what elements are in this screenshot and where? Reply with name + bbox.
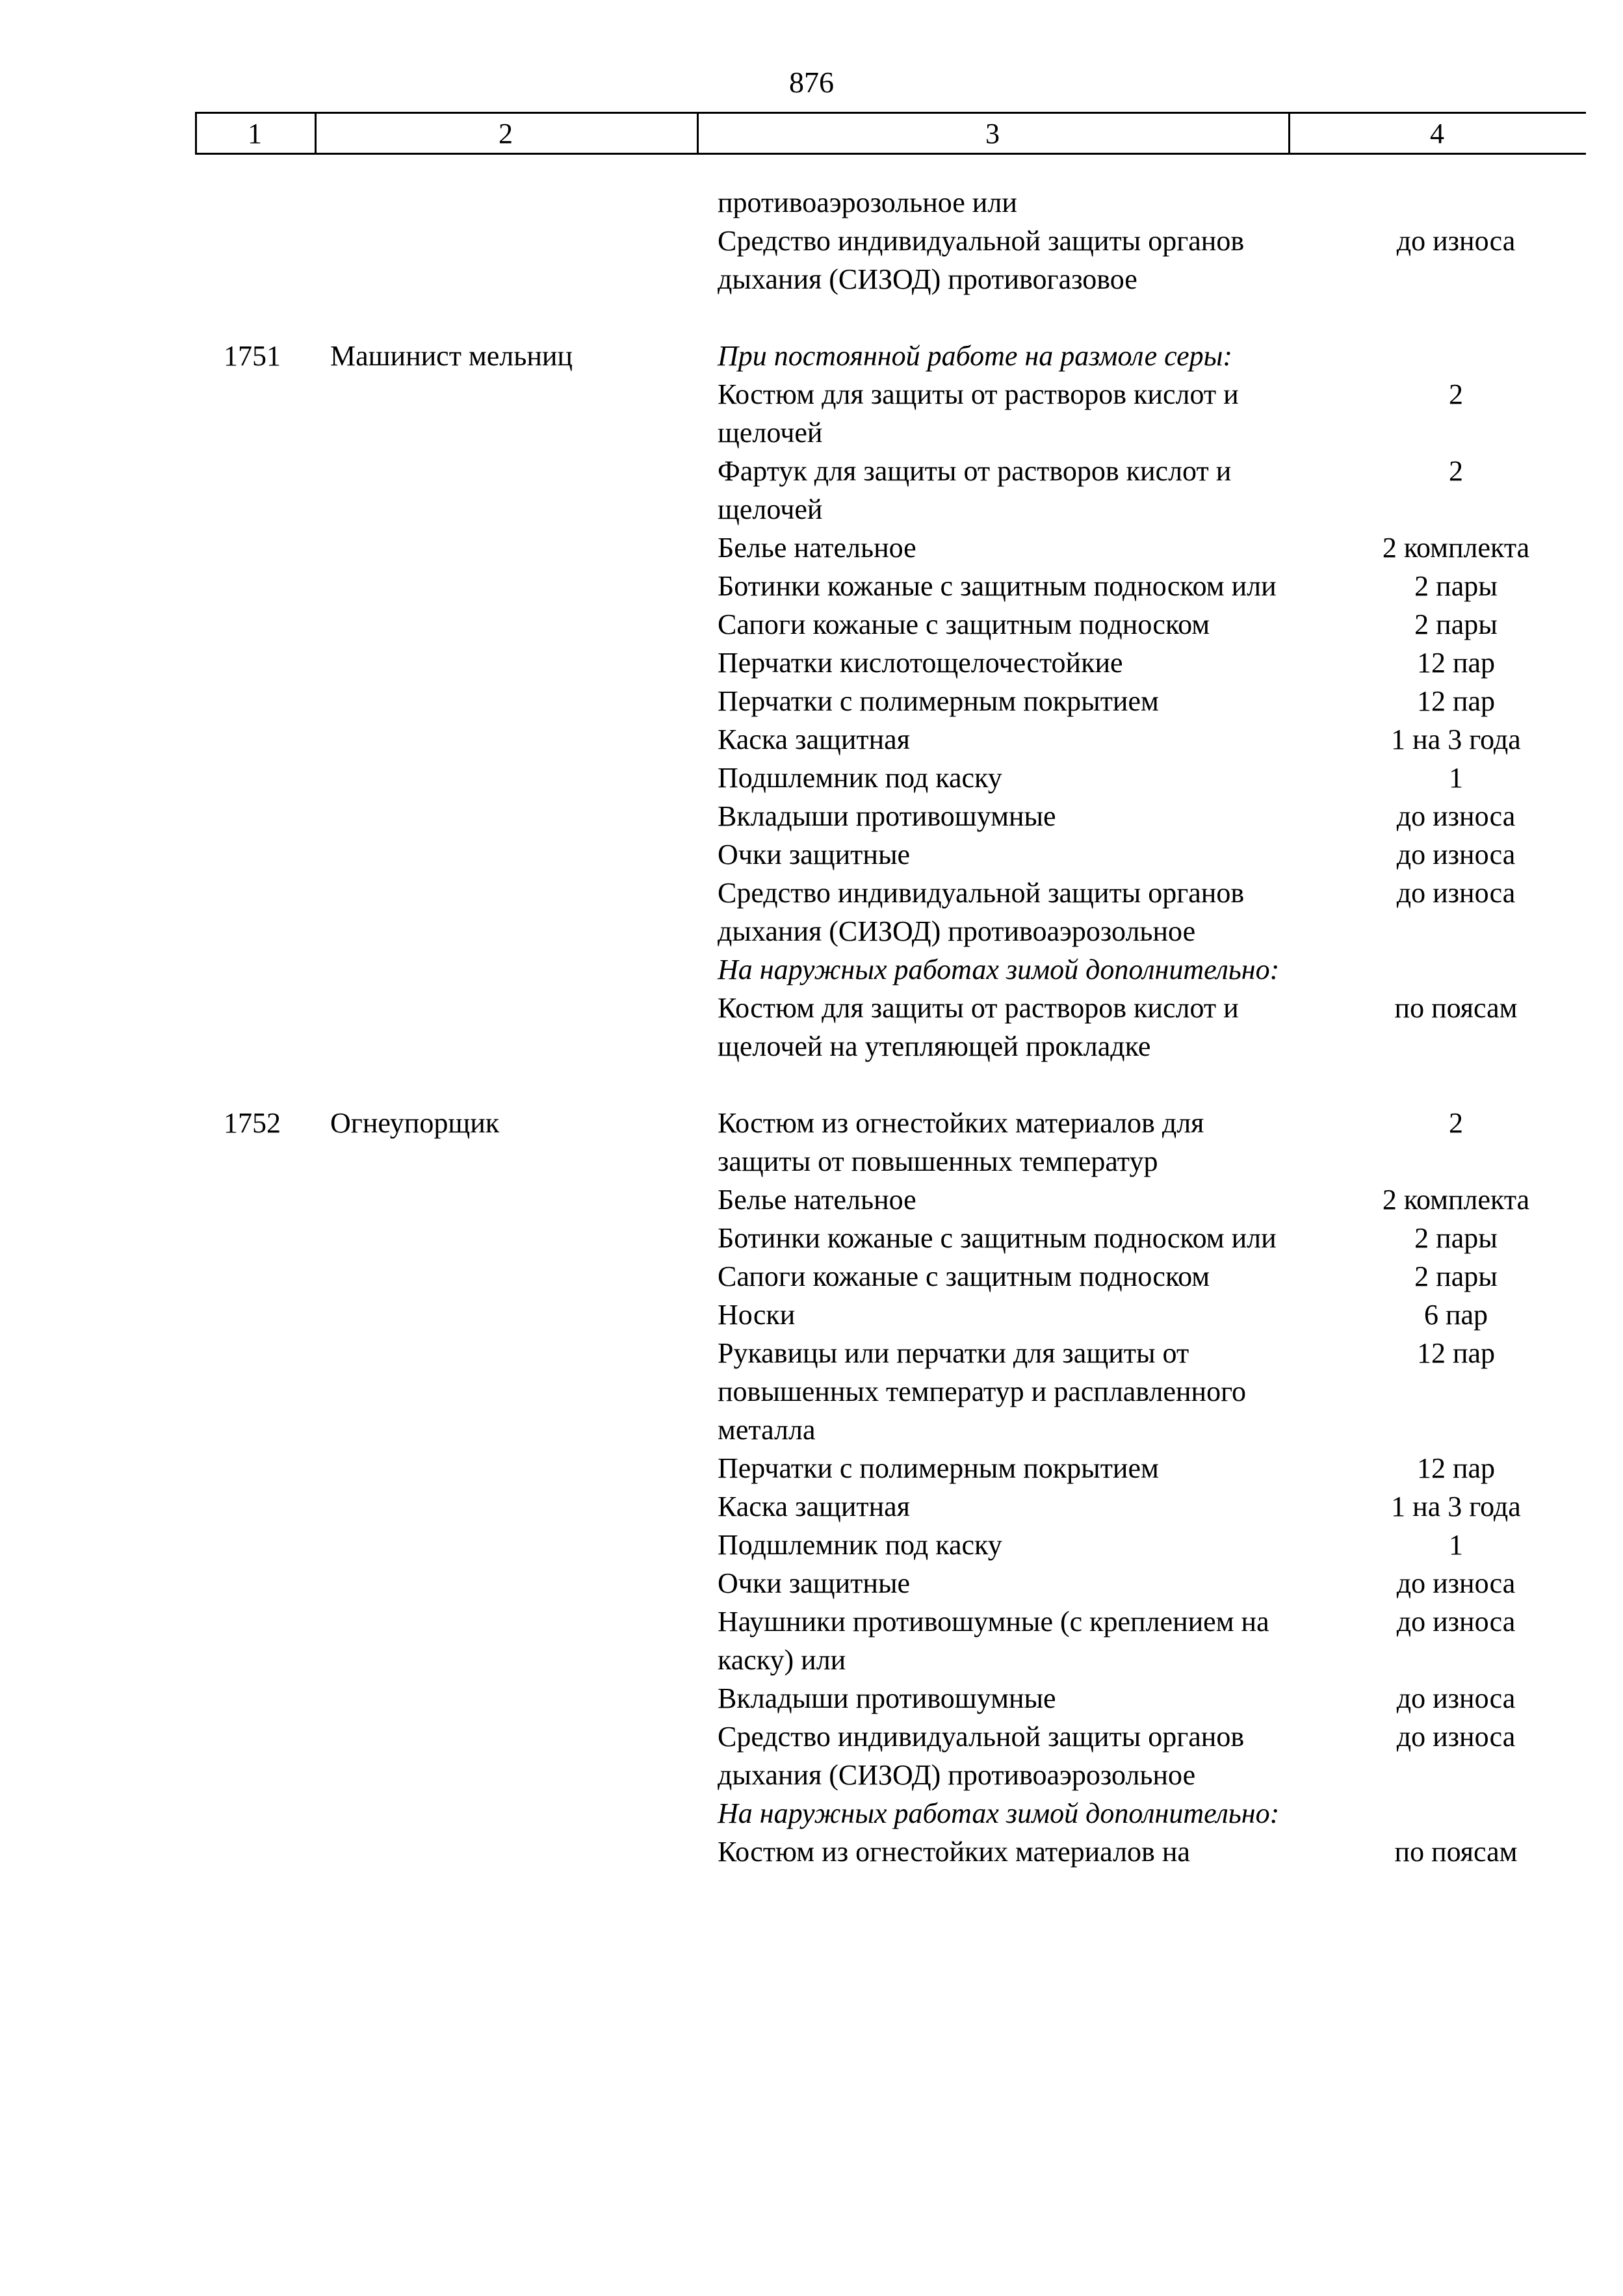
table-row xyxy=(0,1487,1623,1526)
equipment-item: Наушники противошумные (с креплением на каску) или xyxy=(718,1606,1269,1676)
equipment-item: Костюм из огнестойких материалов на xyxy=(718,1836,1190,1868)
table-row xyxy=(0,874,1623,950)
equipment-item: Костюм для защиты от растворов кислот и щелочей на утепляющей прокладке xyxy=(718,992,1239,1062)
entry-number: 1751 xyxy=(224,340,281,372)
table-row xyxy=(0,1717,1623,1794)
equipment-item: Белье нательное xyxy=(718,1184,916,1216)
issue-quantity: 12 пар xyxy=(1416,1337,1496,1369)
issue-quantity: 1 на 3 года xyxy=(1391,1491,1521,1522)
issue-quantity: 2 xyxy=(1449,378,1463,410)
equipment-item: Вкладыши противошумные xyxy=(718,1682,1056,1714)
page-number: 876 xyxy=(789,66,834,99)
issue-quantity: 2 комплекта xyxy=(1382,532,1530,564)
issue-quantity: до износа xyxy=(1396,839,1516,870)
document-body xyxy=(0,183,1623,1871)
table-row xyxy=(0,452,1623,528)
issue-quantity: 1 на 3 года xyxy=(1391,724,1521,755)
profession-name: Машинист мельниц xyxy=(330,340,573,372)
issue-quantity: до износа xyxy=(1396,1606,1516,1637)
equipment-item: Белье нательное xyxy=(718,532,916,564)
issue-quantity: 2 комплекта xyxy=(1382,1184,1530,1216)
equipment-item: Очки защитные xyxy=(718,1567,911,1599)
header-col-2: 2 xyxy=(499,117,513,150)
table-row xyxy=(0,1257,1623,1296)
profession-entry xyxy=(0,1104,1623,1871)
equipment-item: Очки защитные xyxy=(718,839,911,870)
table-row xyxy=(0,337,1623,375)
issue-quantity: до износа xyxy=(1396,877,1516,909)
issue-quantity: 2 xyxy=(1449,455,1463,487)
equipment-item: Каска защитная xyxy=(718,724,910,755)
table-row xyxy=(0,1526,1623,1564)
equipment-item: Рукавицы или перчатки для защиты от повышенных температур и расплавленного металла xyxy=(718,1337,1247,1446)
issue-quantity: 6 пар xyxy=(1423,1299,1488,1331)
issue-quantity: до износа xyxy=(1396,1567,1516,1599)
table-row xyxy=(0,1794,1623,1833)
table-row xyxy=(0,835,1623,874)
header-col-1: 1 xyxy=(248,117,262,150)
condition-heading: На наружных работах зимой дополнительно: xyxy=(718,1797,1280,1829)
profession-entry xyxy=(0,337,1623,1065)
table-row xyxy=(0,1602,1623,1679)
equipment-item: Костюм из огнестойких материалов для защиты от повышенных температур xyxy=(718,1107,1204,1177)
equipment-item: Подшлемник под каску xyxy=(718,762,1002,794)
condition-heading: На наружных работах зимой дополнительно: xyxy=(718,954,1280,985)
table-row xyxy=(0,1181,1623,1219)
header-col-3: 3 xyxy=(985,117,1000,150)
equipment-item: Ботинки кожаные с защитным подноском или xyxy=(718,570,1277,602)
issue-quantity: по поясам xyxy=(1394,992,1518,1024)
issue-quantity: 12 пар xyxy=(1416,1452,1496,1484)
entry-number: 1752 xyxy=(224,1107,281,1139)
table-row xyxy=(0,1334,1623,1449)
issue-quantity: 2 пары xyxy=(1414,1260,1498,1292)
table-row xyxy=(0,682,1623,720)
table-row xyxy=(0,950,1623,989)
table-row xyxy=(0,222,1623,298)
issue-quantity: 2 пары xyxy=(1414,608,1498,640)
issue-quantity: 12 пар xyxy=(1416,647,1496,679)
table-row xyxy=(0,720,1623,759)
profession-name: Огнеупорщик xyxy=(330,1107,500,1139)
table-row xyxy=(0,1219,1623,1257)
equipment-item: Костюм для защиты от растворов кислот и щелочей xyxy=(718,378,1239,449)
table-row xyxy=(0,567,1623,605)
equipment-item: Носки xyxy=(718,1299,796,1331)
header-col-4: 4 xyxy=(1430,117,1444,150)
issue-quantity: до износа xyxy=(1396,1721,1516,1753)
issue-quantity: 12 пар xyxy=(1416,685,1496,717)
table-row xyxy=(0,989,1623,1065)
table-row xyxy=(0,1564,1623,1602)
equipment-item: Перчатки с полимерным покрытием xyxy=(718,1452,1159,1484)
equipment-item: Средство индивидуальной защиты органов дыхания (СИЗОД) противоаэрозольное xyxy=(718,877,1245,947)
equipment-item: Средство индивидуальной защиты органов дыхания (СИЗОД) противоаэрозольное xyxy=(718,1721,1245,1791)
condition-heading: При постоянной работе на размоле серы: xyxy=(718,340,1233,372)
table-row xyxy=(0,1104,1623,1181)
equipment-item: Ботинки кожаные с защитным подноском или xyxy=(718,1222,1277,1254)
issue-quantity: 1 xyxy=(1449,1529,1463,1561)
table-row xyxy=(0,644,1623,682)
equipment-item: Фартук для защиты от растворов кислот и щелочей xyxy=(718,455,1232,525)
equipment-item: Вкладыши противошумные xyxy=(718,800,1056,832)
issue-quantity: до износа xyxy=(1396,225,1516,257)
issue-quantity: до износа xyxy=(1396,800,1516,832)
issue-quantity: до износа xyxy=(1396,1682,1516,1714)
table-row xyxy=(0,375,1623,452)
table-row xyxy=(0,605,1623,644)
equipment-item: противоаэрозольное или xyxy=(718,187,1017,218)
issue-quantity: по поясам xyxy=(1394,1836,1518,1868)
equipment-item: Средство индивидуальной защиты органов дыхания (СИЗОД) противогазовое xyxy=(718,225,1245,295)
equipment-item: Перчатки с полимерным покрытием xyxy=(718,685,1159,717)
equipment-item: Каска защитная xyxy=(718,1491,910,1522)
equipment-item: Перчатки кислотощелочестойкие xyxy=(718,647,1123,679)
table-row xyxy=(0,1833,1623,1871)
equipment-item: Подшлемник под каску xyxy=(718,1529,1002,1561)
profession-entry xyxy=(0,183,1623,298)
table-row xyxy=(0,528,1623,567)
column-header-table xyxy=(195,112,1586,155)
table-row xyxy=(0,1296,1623,1334)
equipment-item: Сапоги кожаные с защитным подноском xyxy=(718,1260,1210,1292)
table-row xyxy=(0,797,1623,835)
table-row xyxy=(0,759,1623,797)
table-row xyxy=(0,1449,1623,1487)
issue-quantity: 2 пары xyxy=(1414,570,1498,602)
table-row xyxy=(0,183,1623,222)
equipment-item: Сапоги кожаные с защитным подноском xyxy=(718,608,1210,640)
table-row xyxy=(0,1679,1623,1717)
issue-quantity: 2 пары xyxy=(1414,1222,1498,1254)
issue-quantity: 2 xyxy=(1449,1107,1463,1139)
issue-quantity: 1 xyxy=(1449,762,1463,794)
